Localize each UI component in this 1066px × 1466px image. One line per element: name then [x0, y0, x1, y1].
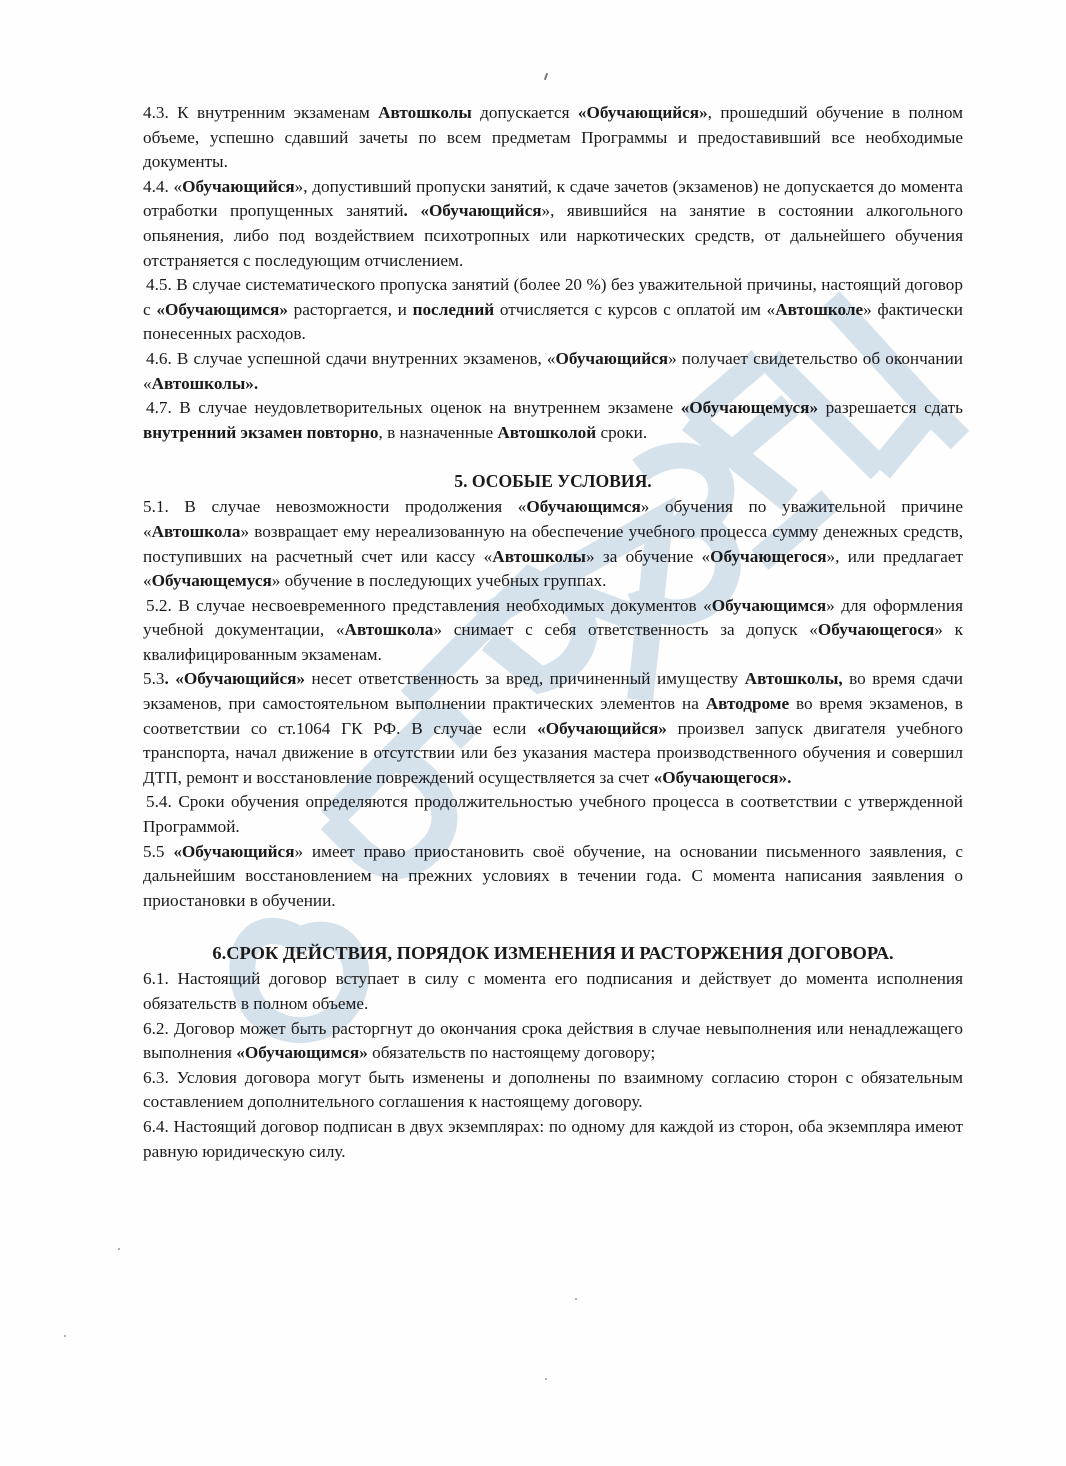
scan-speck — [545, 1378, 547, 1380]
section-6-heading: 6.СРОК ДЕЙСТВИЯ, ПОРЯДОК ИЗМЕНЕНИЯ И РАСТОРЖЕНИЯ ДОГОВОРА. — [212, 943, 894, 964]
clause-6-1: 6.1. Настоящий договор вступает в силу с момента его подписания и действует до момента исполнения обязательств в полном объеме. — [143, 969, 963, 1013]
clause-5-4: 5.4. Сроки обучения определяются продолжительностью учебного процесса в соответствии с утвержденной Программой. — [143, 792, 963, 837]
clause-6-2: 6.2. Договор может быть расторгнут до окончания срока действия в случае невыполнения или ненадлежащего выполнения «Обучающимся» обязательств по настоящему договору; — [143, 1018, 963, 1063]
scan-mark — [544, 73, 548, 80]
clause-4-7: 4.7. В случае неудовлетворительных оценок на внутреннем экзамене «Обучающемуся» разрешается сдать внутренний экзамен повторно, в назначенные Автошколой сроки. — [143, 398, 964, 442]
section-5-heading: 5. ОСОБЫЕ УСЛОВИЯ. — [454, 471, 652, 492]
clause-4-4: 4.4. «Обучающийся», допустивший пропуски занятий, к сдаче зачетов (экзаменов) не допускается до момента отработки пропущенных занятий. «Обучающийся», явившийся на занятие в состоянии алкогольного опьянения, либо под воздействием психотропных или наркотических средств, от дальнейшего обучения отстраняется с последующим отчислением. — [143, 176, 963, 270]
scan-speck — [64, 1335, 66, 1337]
clause-4-5: 4.5. В случае систематического пропуска занятий (более 20 %) без уважительной причины, настоящий договор с «Обучающимся» расторгается, и последний отчисляется с курсов с оплатой им «Автошколе» фактически понесенных расходов. — [143, 275, 963, 344]
scan-speck — [575, 1298, 577, 1300]
clause-5-1: 5.1. В случае невозможности продолжения «Обучающимся» обучения по уважительной причине «Автошкола» возвращает ему нереализованную на обеспечение учебного процесса сумму денежных средств, поступивших на расчетный счет или кассу «Автошколы» за обучение «Обучающегося», или предлагает «Обучающемуся» обучение в последующих учебных группах. — [143, 497, 964, 591]
clause-5-5: 5.5 «Обучающийся» имеет право приостановить своё обучение, на основании письменного заявления, с дальнейшим восстановлением на прежних условиях в течении года. С момента написания заявления о приостановки в обучении. — [143, 841, 964, 910]
clause-4-6: 4.6. В случае успешной сдачи внутренних экзаменов, «Обучающийся» получает свидетельство об окончании «Автошколы». — [143, 348, 963, 393]
scan-speck — [118, 1248, 120, 1250]
document-page — [143, 101, 963, 1164]
clause-5-2: 5.2. В случае несвоевременного представления необходимых документов «Обучающимся» для оформления учебной документации, «Автошкола» снимает с себя ответственность за допуск «Обучающегося» к квалифицированным экзаменам. — [143, 595, 963, 664]
clause-4-3: 4.3. К внутренним экзаменам Автошколы допускается «Обучающийся», прошедший обучение в полном объеме, успешно сдавший зачеты по всем предметам Программы и предоставивший все необходимые документы. — [143, 103, 963, 172]
clause-6-4: 6.4. Настоящий договор подписан в двух экземплярах: по одному для каждой из сторон, оба экземпляра имеют равную юридическую силу. — [143, 1116, 963, 1161]
clause-6-3: 6.3. Условия договора могут быть изменены и дополнены по взаимному согласию сторон с обязательным составлением дополнительного соглашения к настоящему договору. — [143, 1067, 963, 1112]
clause-5-3: 5.3. «Обучающийся» несет ответственность за вред, причиненный имуществу Автошколы, во время сдачи экзаменов, при самостоятельном выполнении практических элементов на Автодроме во время экзаменов, в соответствии со ст.1064 ГК РФ. В случае если «Обучающийся» произвел запуск двигателя учебного транспорта, начал движение в отсутствии или без указания мастера производственного обучения и совершил ДТП, ремонт и восстановление повреждений осуществляется за счет «Обучающегося». — [143, 669, 963, 787]
